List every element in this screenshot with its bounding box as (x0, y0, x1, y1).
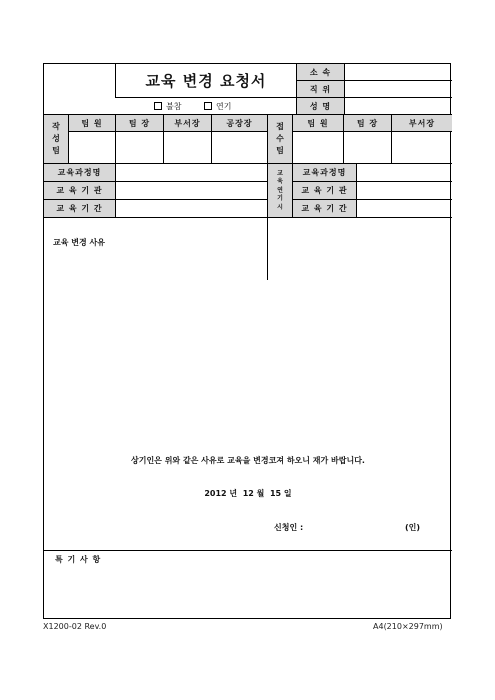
applicant-label: 신청인 : (274, 523, 304, 532)
writer-col-dept-head: 부서장 (174, 118, 201, 128)
name-field[interactable] (345, 98, 452, 114)
writer-col-member: 팀 원 (81, 118, 103, 128)
position-field[interactable] (345, 81, 452, 97)
course-period-field[interactable] (116, 200, 267, 217)
position-label: 직 위 (309, 84, 332, 94)
new-course-name-field[interactable] (357, 164, 452, 181)
seal-mark: (인) (405, 523, 421, 532)
special-notes-field[interactable] (55, 569, 445, 614)
checkbox-absence[interactable] (154, 102, 162, 110)
receiver-col-dept-head: 부서장 (408, 118, 436, 128)
form-title: 교육 변경 요청서 (145, 72, 267, 90)
reason-field[interactable] (53, 254, 443, 434)
form-code: X1200-02 Rev.0 (43, 622, 107, 631)
writer-col-plant-head: 공장장 (226, 118, 253, 128)
name-label: 성 명 (309, 101, 332, 111)
new-course-period-label: 교 육 기 간 (301, 204, 348, 213)
affiliation-label: 소 속 (309, 67, 332, 77)
option-absence-label: 불참 (166, 101, 182, 111)
new-course-period-field[interactable] (357, 200, 452, 217)
request-date: 2012 년 12 월 15 일 (204, 489, 292, 498)
reason-label: 교육 변경 사유 (53, 238, 105, 247)
new-course-org-field[interactable] (357, 182, 452, 199)
course-org-label: 교 육 기 관 (56, 186, 103, 195)
change-request-form (43, 63, 451, 619)
writer-team-label: 작 성 팀 (52, 122, 60, 155)
postponed-course-label: 교 육 연 기 시 (277, 169, 283, 211)
special-notes-label: 특 기 사 항 (55, 555, 102, 564)
receiver-col-leader: 팀 장 (356, 118, 379, 128)
paper-size: A4(210×297mm) (373, 622, 443, 631)
affiliation-field[interactable] (345, 64, 452, 80)
date-month: 12 (242, 489, 254, 498)
checkbox-postpone[interactable] (204, 102, 212, 110)
course-org-field[interactable] (116, 182, 267, 199)
date-day: 15 (269, 489, 282, 498)
new-course-name-label: 교육과정명 (302, 168, 347, 177)
new-course-org-label: 교 육 기 관 (301, 186, 348, 195)
writer-col-leader: 팀 장 (128, 118, 151, 128)
course-period-label: 교 육 기 간 (56, 204, 103, 213)
option-absence[interactable] (154, 100, 181, 112)
request-statement: 상기인은 위와 같은 사유로 교육을 변경코져 하오니 재가 바랍니다. (131, 456, 365, 465)
option-postpone-label: 연기 (216, 101, 232, 111)
course-name-label: 교육과정명 (57, 168, 102, 177)
receiver-col-member: 팀 원 (307, 118, 329, 128)
course-name-field[interactable] (116, 164, 267, 181)
date-year: 2012 (204, 489, 227, 498)
receiver-team-label: 접 수 팀 (276, 122, 284, 155)
option-postpone[interactable] (204, 100, 231, 112)
